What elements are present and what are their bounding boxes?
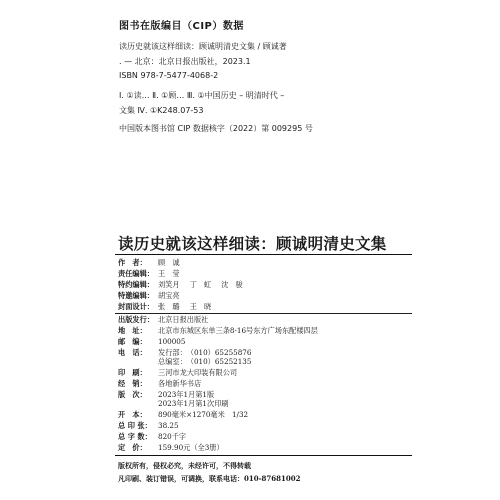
special-editor-row [118,280,243,289]
printing-row [118,399,229,408]
cover-design-label: 封面设计： [118,302,154,311]
printing-value: 2023年1月第1次印刷 [158,399,229,408]
author-row [118,258,180,267]
words-value: 820千字 [158,432,187,441]
edition-value: 2023年1月第1版 [158,390,215,399]
editor-label: 责任编辑： [118,269,154,278]
cip-publisher-line: . — 北京：北京日报出版社，2023.1 [119,57,251,66]
phone-label: 电 话： [118,348,147,357]
address-row [118,326,318,335]
book-title: 读历史就该这样细读：顾诚明清史文集 [118,235,387,253]
phone-row [118,348,251,357]
printer-label: 印 刷： [118,368,147,377]
cip-heading: 图书在版编目（CIP）数据 [119,21,244,32]
author-value: 顾 诚 [158,258,180,267]
cover-design-row [118,302,211,311]
distributor-row [118,379,201,388]
publisher-row [118,315,208,324]
postcode-label: 邮 编： [118,337,147,346]
format-label: 开 本： [118,410,147,419]
phone2-value: （010）65252135 [186,357,252,366]
format-value: 890毫米×1270毫米 1/32 [158,410,249,419]
cip-isbn-line: ISBN 978-7-5477-4068-2 [119,71,219,80]
publisher-value: 北京日报出版社 [158,315,209,324]
cover-designer-1: 张 璐 [158,302,180,311]
editor-row [118,269,180,278]
special-editor-3: 沈 骏 [221,280,243,289]
words-label: 总 字 数： [118,432,152,441]
distributor-value: 各地新华书店 [158,379,202,388]
cip-classification-line-2: 文集 Ⅳ. ①K248.07-53 [119,106,204,115]
postcode-row [118,337,185,346]
publisher-label: 出版发行： [118,315,154,324]
copyright-notice: 版权所有，侵权必究，未经许可，不得转载 [118,461,251,470]
special-editor-1: 刘笑月 [158,280,180,289]
words-row [118,432,186,441]
contact-notice: 凡印刷、装订错误，可调换，联系电话：010-87681002 [118,474,301,483]
price-label: 定 价： [118,443,147,452]
price-row [118,443,224,452]
sheets-label: 总 印 张： [118,421,152,430]
printer-value: 三河市龙大印装有限公司 [158,368,238,377]
edition-label: 版 次： [118,390,147,399]
cip-title-line: 读历史就该这样细读：顾诚明清史文集 / 顾诚著 [119,42,287,51]
editor-value: 王 莹 [158,269,180,278]
special-planner-label: 特邀编辑： [118,291,154,300]
postcode-value: 100005 [158,337,186,346]
sheets-value: 38.25 [158,421,179,430]
footer-divider [115,455,412,456]
title-divider [115,254,412,255]
phone1-value: （010）65255876 [186,348,252,357]
address-value: 北京市东城区东单三条8-16号东方广场东配楼四层 [158,326,318,335]
cip-record-number: 中国版本图书馆 CIP 数据核字（2022）第 009295 号 [119,124,313,133]
format-row [118,410,248,419]
edition-row [118,390,214,399]
author-label: 作 者： [118,258,147,267]
cip-classification-line: Ⅰ. ①读… Ⅱ. ①顾… Ⅲ. ①中国历史 – 明清时代 – [119,91,285,100]
cover-designer-2: 王 晓 [189,302,212,311]
special-editor-2: 丁 虹 [189,280,212,289]
printer-row [118,368,237,377]
distributor-label: 经 销： [118,379,147,388]
phone-row-2 [118,357,251,366]
phone2-label: 总编室： [158,357,187,366]
address-label: 地 址： [118,326,147,335]
special-planner-row [118,291,180,300]
phone1-label: 发行部： [158,348,187,357]
section-divider [115,313,412,314]
special-planner-value: 胡宝亮 [158,291,180,300]
sheets-row [118,421,179,430]
price-value: 159.90元（全3册） [158,443,224,452]
special-editor-label: 特约编辑： [118,280,154,289]
